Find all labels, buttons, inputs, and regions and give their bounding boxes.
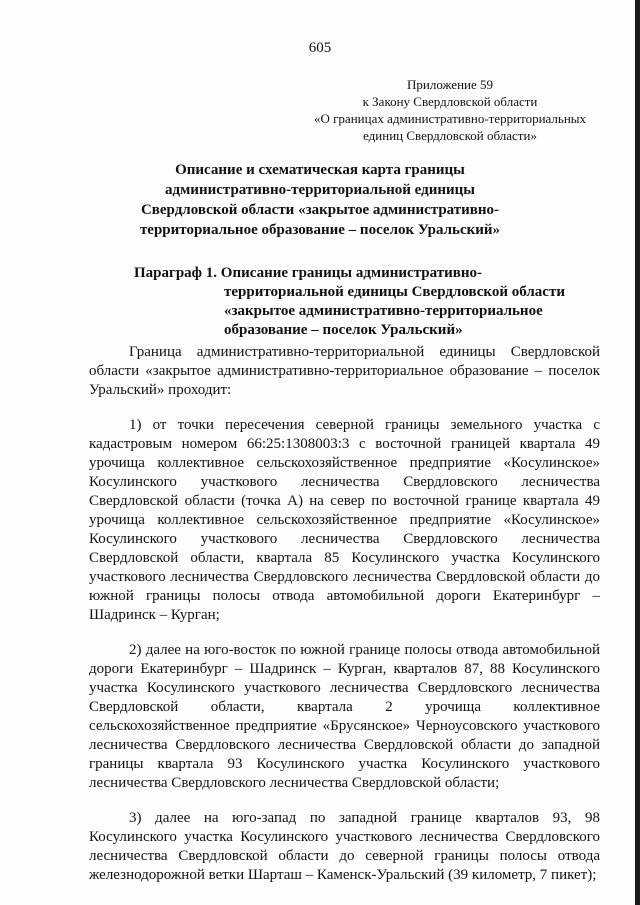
page-number: 605 — [308, 40, 332, 56]
paragraph-item-2: 2) далее на юго-восток по южной границе полосы отвода автомобильной дороги Екатеринбург – Шадринск – Курган, кварталов 87, 88 Косулинского участка Косулинского участкового лесничества Свердловского лесничества Свердловской области, квартала 2 урочища коллективное сельскохозяйственное предприятие «Брусянское» Черноусовского участкового лесничества Свердловского лесничества Свердловской области до западной границы квартала 93 Косулинского участка Косулинского участкового лесничества Свердловского лесничества Свердловской области; — [89, 642, 600, 791]
scan-edge — [635, 0, 640, 905]
appendix-line: к Закону Свердловской области — [362, 94, 538, 109]
paragraph-item-1: 1) от точки пересечения северной границы земельного участка с кадастровым номером 66:25:1308003:3 с восточной границей квартала 49 урочища коллективное сельскохозяйственное предприятие «Косулинское» Косулинского участкового лесничества Свердловского лесничества Свердловской области (точка А) на север по восточной границе квартала 49 урочища коллективное сельскохозяйственное предприятие «Косулинское» Косулинского участкового лесничества Свердловского лесничества Свердловской области, квартала 85 Косулинского участка Косулинского участкового лесничества Свердловского лесничества Свердловской области до южной границы полосы отвода автомобильной дороги Екатеринбург – Шадринск – Курган; — [89, 417, 600, 623]
appendix-note — [300, 76, 600, 144]
section-heading-line: Параграф 1. Описание границы административно- — [134, 265, 482, 281]
appendix-line: единиц Свердловской области» — [363, 128, 537, 143]
paragraph-item-3: 3) далее на юго-запад по западной границе кварталов 93, 98 Косулинского участка Косулинского участкового лесничества Свердловского лесничества Свердловской области до северной границы полосы отвода железнодорожной ветки Шарташ – Каменск-Уральский (39 километр, 7 пикет); — [89, 810, 600, 883]
title-line: территориальное образование – поселок Уральский» — [139, 222, 501, 238]
document-title — [100, 160, 540, 240]
section-heading-line: «закрытое административно-территориальное — [224, 303, 543, 319]
title-line: Свердловской области «закрытое административно- — [140, 202, 500, 218]
body-text — [89, 343, 600, 885]
title-line: Описание и схематическая карта границы — [175, 162, 465, 178]
section-heading-line: образование – поселок Уральский» — [224, 322, 463, 338]
section-heading — [134, 264, 574, 340]
appendix-line: Приложение 59 — [406, 77, 494, 92]
paragraph-intro: Граница административно-территориальной единицы Свердловской области «закрытое административно-территориальное образование – поселок Уральский» проходит: — [89, 344, 600, 398]
appendix-line: «О границах административно-территориальных — [313, 111, 587, 126]
title-line: административно-территориальной единицы — [165, 182, 475, 198]
section-heading-line: территориальной единицы Свердловской области — [224, 284, 565, 300]
